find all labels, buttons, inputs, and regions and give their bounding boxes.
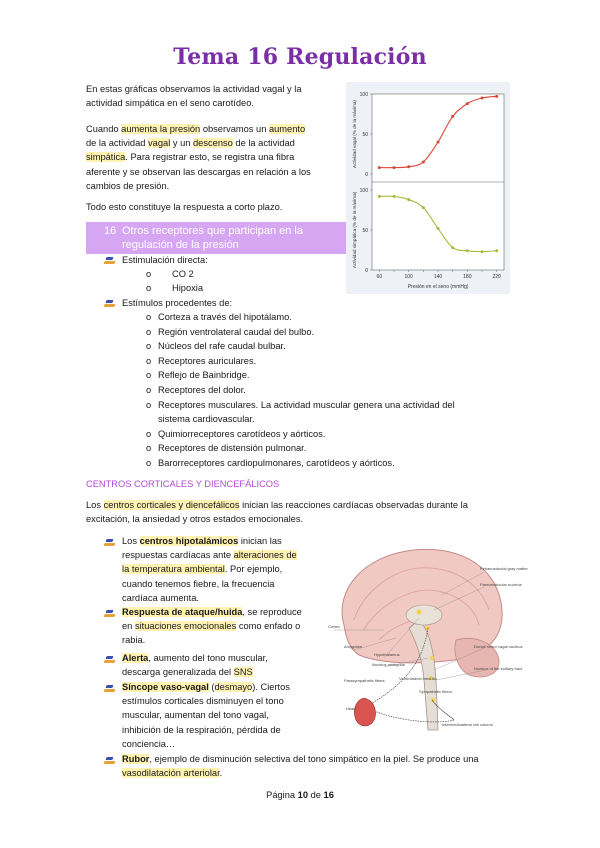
highlight: aumenta la presión — [121, 124, 201, 134]
data-point — [422, 161, 425, 164]
brain-label: Dorsal motor vagal nucleus — [474, 644, 523, 649]
brain-label: Periacueductal gray matter — [480, 566, 528, 571]
highlight: centros hipotalámicos — [139, 536, 239, 546]
sub-list-item — [146, 368, 249, 382]
data-point — [437, 227, 440, 230]
page-title: Tema 16 Regulación — [173, 44, 427, 70]
book-bullet-icon — [104, 756, 116, 766]
brain-diagram — [324, 530, 528, 754]
chart-svg — [346, 82, 510, 294]
list-item-label: Estimulación directa: — [122, 255, 208, 265]
highlight: Alerta — [122, 653, 149, 663]
y-tick-label: 100 — [359, 188, 368, 194]
highlight: simpática — [86, 152, 126, 163]
brain-label: Intermediolateral cell column — [442, 722, 493, 727]
highlight: Síncope vaso-vagal — [122, 682, 209, 692]
data-point — [378, 166, 381, 169]
sub-bullet-marker: o — [146, 326, 152, 337]
sub-list-text: Quimiorreceptores carotídeos y aórticos. — [158, 428, 326, 439]
x-tick-label: 100 — [404, 274, 413, 280]
text: de la actividad — [232, 138, 295, 149]
sub-list-text: CO 2 — [172, 269, 194, 279]
book-bullet-icon — [104, 655, 116, 665]
heart-icon — [354, 698, 375, 726]
data-point — [393, 195, 396, 198]
data-point — [481, 250, 484, 253]
text: . Por ejemplo, — [224, 564, 283, 575]
brain-label: Paraventricular nucleus — [480, 582, 522, 587]
sub-bullet-marker: o — [146, 457, 152, 468]
list-item — [104, 538, 116, 551]
text: cardíaca aumenta. — [122, 592, 200, 603]
intro-paragraph-1 — [86, 82, 302, 110]
text: inician las — [238, 536, 282, 546]
sub-list-item — [146, 441, 306, 455]
text: . Para registrar esto, se registra una fibra — [125, 152, 295, 163]
sub-list-item — [146, 383, 246, 397]
highlight: situaciones emocionales — [134, 621, 237, 632]
list-item — [104, 299, 116, 312]
list-item-label: Estímulos procedentes de: — [122, 298, 233, 308]
page-total: 16 — [323, 790, 334, 800]
x-tick-label: 180 — [463, 274, 472, 280]
brain-label: Parasympathetic fibers — [344, 678, 385, 683]
page-footer — [0, 788, 600, 802]
data-point — [495, 95, 498, 98]
brain-label: Heart — [346, 706, 356, 711]
sub-list-item — [146, 412, 255, 426]
highlight: desmayo — [214, 682, 253, 692]
book-bullet-icon — [104, 299, 116, 309]
y-tick-label: 100 — [359, 92, 368, 98]
x-tick-label: 140 — [433, 274, 443, 280]
heading-line: Otros receptores que participan en la — [122, 225, 303, 237]
text: cambios de presión. — [86, 180, 170, 191]
x-axis-label: Presión en el seno (mmHg) — [407, 284, 469, 290]
brain-label: Sympathetic fibers — [419, 689, 452, 694]
sub-list-text: Receptores auriculares. — [158, 355, 257, 366]
sub-list-item — [146, 281, 203, 295]
sub-bullet-marker: o — [146, 355, 152, 366]
data-point — [466, 249, 469, 252]
sub-list-item — [146, 325, 314, 339]
highlight: alteraciones de — [233, 550, 297, 561]
list2-item-alerta — [122, 651, 332, 679]
section-heading-16 — [86, 222, 346, 254]
data-point — [495, 249, 498, 252]
sub-list-text: Reflejo de Bainbridge. — [158, 370, 250, 381]
text: estímulos corticales disminuyen el tono — [122, 696, 284, 707]
list-item — [104, 756, 116, 769]
intro-line: actividad simpática en el seno carotídeo. — [86, 98, 254, 109]
brain-svg — [324, 530, 528, 754]
intro-paragraph-2 — [86, 122, 336, 193]
sub-bullet-marker: o — [146, 399, 152, 410]
sub-bullet-marker: o — [146, 269, 152, 279]
sub-bullet-marker: o — [146, 283, 152, 293]
sub-list-text: sistema cardiovascular. — [158, 414, 255, 425]
text: inhibición de la respiración, pérdida de — [122, 724, 281, 735]
sub-list-text: Región ventrolateral caudal del bulbo. — [158, 326, 315, 337]
sub-list-item — [146, 456, 395, 470]
sub-bullet-marker: o — [146, 312, 152, 322]
x-tick-label: 60 — [376, 274, 383, 280]
x-tick-label: 220 — [492, 274, 501, 280]
sub-list-text: Barorreceptores cardiopulmonares, carotídeos y aórticos. — [158, 457, 395, 468]
list-item — [104, 609, 116, 622]
text: descarga generalizada del — [122, 667, 234, 678]
text: Los — [122, 536, 140, 546]
list2-item-ataque — [122, 605, 332, 648]
brain-label: Nucleus of the solitary tract — [474, 666, 523, 671]
text: ). Ciertos — [252, 682, 290, 692]
text: de la actividad — [86, 138, 149, 149]
list-item — [104, 655, 116, 668]
data-point — [451, 115, 454, 118]
sub-list-item — [146, 310, 292, 324]
sub-bullet-marker: o — [146, 443, 152, 454]
baroreceptor-chart — [346, 82, 510, 294]
highlight: SNS — [233, 667, 253, 678]
book-bullet-icon — [104, 256, 116, 266]
sub-bullet-marker: o — [146, 370, 152, 381]
book-bullet-icon — [104, 684, 116, 694]
brain-label: Ventrolateral medulla — [399, 676, 437, 681]
text: Cuando — [86, 124, 122, 134]
list2-item-rubor — [122, 752, 522, 780]
sub-list-item — [146, 398, 455, 412]
sub-bullet-marker: o — [146, 341, 152, 352]
text: rabia. — [122, 635, 146, 646]
text: en — [122, 621, 135, 632]
text: aferente y se observan las descargas en relación a los — [86, 166, 311, 177]
text: inician las reacciones cardíacas observadas durante la — [239, 500, 468, 510]
brain-label: Hypothalamus — [374, 652, 400, 657]
data-point — [422, 206, 425, 209]
book-bullet-icon — [104, 609, 116, 619]
heading-text — [122, 224, 344, 252]
y-tick-label: 0 — [365, 268, 368, 274]
sub-list-text: Receptores musculares. La actividad muscular genera una actividad del — [158, 399, 455, 410]
y-tick-label: 0 — [365, 172, 368, 178]
highlight: Rubor — [122, 754, 150, 764]
data-point — [451, 246, 454, 249]
data-point — [407, 198, 410, 201]
text: como enfado o — [236, 621, 301, 632]
brain-label: Amygdala — [344, 644, 362, 649]
data-point — [437, 141, 440, 144]
footer-label: Página — [266, 790, 298, 800]
sub-list-item — [146, 267, 194, 281]
sub-list-text: Receptores de distensión pulmonar. — [158, 443, 307, 454]
data-point — [378, 195, 381, 198]
y-tick-label: 50 — [362, 228, 368, 234]
highlight: aumento — [268, 124, 306, 134]
sub-bullet-marker: o — [146, 385, 152, 395]
section-heading-centros: CENTROS CORTICALES Y DIENCEFÁLICOS — [86, 479, 280, 489]
footer-of: de — [308, 790, 324, 800]
text: . — [219, 768, 223, 779]
book-bullet-icon — [104, 538, 116, 548]
sub-list-text: Receptores del dolor. — [158, 385, 246, 395]
list-item — [104, 256, 116, 269]
brain-label: Nucleus ambiguus — [372, 662, 405, 667]
text: , se reproduce — [242, 607, 302, 617]
sub-list-text: Hipoxia — [172, 283, 204, 293]
y-tick-label: 50 — [362, 132, 368, 138]
data-point — [481, 97, 484, 100]
highlight: descenso — [193, 138, 233, 149]
text: , aumento del tono muscular, — [148, 653, 268, 663]
text: excitación, la ansiedad y otros estados emocionales. — [86, 514, 304, 525]
y-axis-label: Actividad vagal (% de la máxima) — [352, 100, 357, 168]
sub-bullet-marker: o — [146, 428, 152, 439]
sub-list-item — [146, 354, 256, 368]
highlight: centros corticales y diencefálicos — [103, 500, 240, 510]
list2-item-sincope — [122, 680, 332, 751]
heading-line: regulación de la presión — [122, 239, 239, 251]
data-point — [407, 165, 410, 168]
brain-label: Cortex — [328, 624, 340, 629]
text: , ejemplo de disminución selectiva del tono simpático en la piel. Se produce una — [149, 754, 479, 764]
text: y un — [170, 138, 194, 149]
highlight: vagal — [148, 138, 171, 149]
sub-list-item — [146, 427, 325, 441]
sub-list-item — [146, 339, 286, 353]
section2-paragraph — [86, 498, 516, 526]
text: observamos un — [200, 124, 269, 134]
text: conciencia… — [122, 738, 176, 749]
data-point — [466, 102, 469, 105]
highlight: vasodilatación arteriolar — [122, 768, 220, 779]
list-item — [104, 684, 116, 697]
text: cuando tenemos fiebre, la frecuencia — [122, 578, 275, 589]
highlight: la temperatura ambiental — [122, 564, 225, 575]
text: muscular, aumentan del tono vagal, — [122, 710, 269, 721]
data-point — [393, 166, 396, 169]
intro-paragraph-3: Todo esto constituye la respuesta a corto plazo. — [86, 202, 283, 212]
text: ( — [208, 682, 215, 692]
intro-line: En estas gráficas observamos la actividad vagal y la — [86, 84, 302, 94]
text: Los — [86, 500, 104, 510]
page-number: 10 — [297, 790, 309, 800]
heading-number: 16 — [104, 225, 117, 237]
list2-item-hipotalamo — [122, 534, 332, 605]
highlight: Respuesta de ataque/huida — [122, 607, 243, 617]
sub-list-text: Núcleos del rafe caudal bulbar. — [158, 341, 286, 352]
text: respuestas cardíacas ante — [122, 550, 234, 561]
y-axis-label: Actividad simpática (% de la máxima) — [352, 191, 357, 269]
sub-list-text: Corteza a través del hipotálamo. — [158, 312, 292, 322]
